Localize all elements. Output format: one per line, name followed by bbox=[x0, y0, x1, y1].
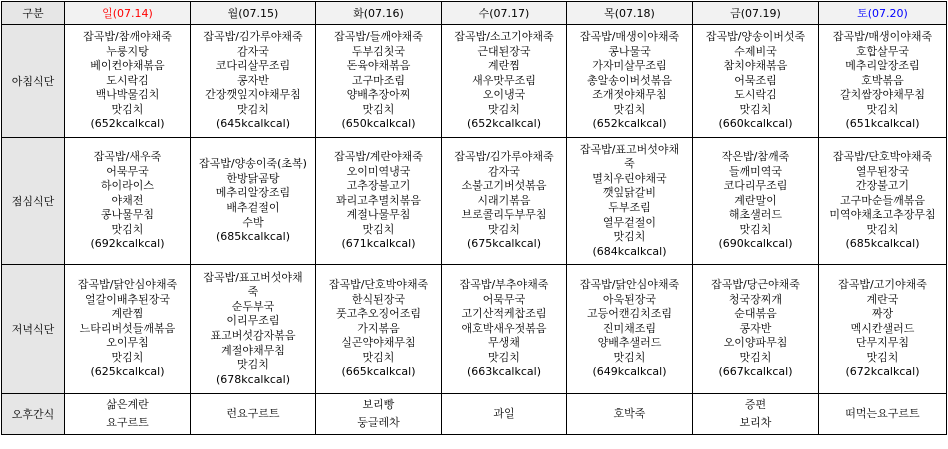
menu-item: 잡곡밥/계란야채죽 bbox=[334, 149, 423, 163]
menu-item: 증편 bbox=[744, 398, 767, 411]
menu-item: 시래기볶음 bbox=[477, 193, 531, 207]
meal-row bbox=[2, 394, 947, 435]
menu-item: 삶은계란 bbox=[106, 398, 149, 411]
menu-cell bbox=[442, 394, 567, 435]
menu-item: 오이냉국 bbox=[482, 88, 526, 102]
menu-item: 진미채조림 bbox=[602, 321, 657, 335]
menu-item: 보리차 bbox=[739, 416, 772, 429]
menu-item: 맛김치 bbox=[237, 102, 269, 116]
menu-item: 양배추샐러드 bbox=[597, 336, 662, 350]
menu-cell bbox=[567, 265, 693, 394]
menu-cell bbox=[567, 25, 693, 138]
menu-item: 코다리무조림 bbox=[723, 179, 788, 193]
menu-item: 감자국 bbox=[237, 44, 269, 58]
menu-cell bbox=[819, 394, 947, 435]
menu-item: 어묵무국 bbox=[482, 292, 526, 306]
day-header: 화(07.16) bbox=[316, 2, 442, 25]
menu-item: 백나박물김치 bbox=[95, 88, 160, 102]
menu-item: 맛김치 bbox=[613, 230, 646, 244]
menu-item: 한방닭곰탕 bbox=[226, 171, 280, 185]
menu-item: 멕시칸샐러드 bbox=[850, 321, 915, 335]
menu-item: 잡곡밥/고기야채죽 bbox=[838, 277, 927, 291]
menu-item: 조개젓야채무침 bbox=[592, 88, 667, 102]
menu-cell bbox=[191, 265, 316, 394]
meal-row bbox=[2, 138, 947, 265]
menu-item: 도시락김 bbox=[106, 73, 149, 87]
menu-item: 잡곡밥/닭안심야채죽 bbox=[77, 277, 178, 291]
menu-item: 누룽지탕 bbox=[106, 44, 149, 58]
menu-item: 계란찜 bbox=[488, 59, 520, 73]
menu-item: 맛김치 bbox=[739, 350, 772, 364]
menu-item: 고추장불고기 bbox=[346, 179, 411, 193]
menu-item: 어묵무국 bbox=[106, 164, 149, 178]
menu-item: 잡곡밥/매생이야채죽 bbox=[832, 29, 933, 43]
menu-item: 총알송이버섯볶음 bbox=[586, 73, 672, 87]
menu-item: 맛김치 bbox=[111, 222, 144, 236]
menu-item: 고구마순들깨볶음 bbox=[839, 193, 925, 207]
menu-item: (650kcalkcal) bbox=[341, 117, 416, 131]
menu-item: 감자국 bbox=[488, 164, 520, 178]
menu-item: 죽 bbox=[247, 285, 259, 299]
menu-item: 잡곡밥/표고버섯야채 bbox=[203, 270, 303, 284]
day-header: 토(07.20) bbox=[819, 2, 947, 25]
menu-cell bbox=[567, 138, 693, 265]
menu-item: 가자미살무조림 bbox=[592, 59, 667, 73]
menu-cell bbox=[693, 265, 819, 394]
meal-label: 아침식단 bbox=[2, 25, 65, 138]
menu-cell bbox=[819, 265, 947, 394]
menu-item: 잡곡밥/부추야채죽 bbox=[459, 277, 549, 291]
menu-item: 맛김치 bbox=[111, 350, 144, 364]
day-header: 수(07.17) bbox=[442, 2, 567, 25]
menu-cell bbox=[191, 25, 316, 138]
menu-item: 들깨미역국 bbox=[728, 164, 783, 178]
menu-item: 가지볶음 bbox=[357, 321, 400, 335]
menu-item: 수박 bbox=[242, 215, 264, 229]
menu-item: 죽 bbox=[624, 157, 635, 171]
menu-item: 호박볶음 bbox=[861, 73, 904, 87]
meal-label: 오후간식 bbox=[2, 394, 65, 435]
menu-item: 계절나물무침 bbox=[346, 208, 411, 222]
menu-item: 잡곡밥/양송이죽(초복) bbox=[199, 157, 307, 171]
corner-label: 구분 bbox=[2, 2, 65, 25]
menu-item: 맛김치 bbox=[866, 222, 899, 236]
menu-item: 잡곡밥/매생이야채죽 bbox=[579, 29, 680, 43]
menu-cell bbox=[65, 265, 191, 394]
menu-item: 고구마조림 bbox=[351, 73, 406, 87]
menu-item: 간장깻잎지야채무침 bbox=[205, 88, 301, 102]
menu-item: 두부조림 bbox=[608, 201, 651, 214]
menu-item: 계절야채무침 bbox=[221, 343, 285, 357]
menu-item: 메추리알장조림 bbox=[845, 59, 920, 73]
menu-item: (665kcalkcal) bbox=[341, 365, 416, 379]
menu-item: 맛김치 bbox=[739, 102, 772, 116]
menu-cell bbox=[693, 138, 819, 265]
menu-item: 맛김치 bbox=[237, 358, 269, 372]
menu-item: 해초샐러드 bbox=[728, 208, 783, 222]
menu-item: 떠먹는요구르트 bbox=[845, 407, 920, 420]
menu-item: 베이컨야채볶음 bbox=[90, 59, 165, 73]
menu-item: (625kcalkcal) bbox=[90, 365, 165, 379]
menu-item: 계란찜 bbox=[111, 307, 144, 321]
menu-item: 고등어캔김치조림 bbox=[586, 307, 672, 321]
menu-item: (678kcalkcal) bbox=[215, 372, 290, 386]
menu-item: (663kcalkcal) bbox=[466, 365, 541, 379]
menu-item: 콩자반 bbox=[237, 73, 269, 87]
menu-item: 짜장 bbox=[871, 307, 894, 321]
day-header: 일(07.14) bbox=[65, 2, 191, 25]
menu-cell bbox=[567, 394, 693, 435]
menu-item: 근대된장국 bbox=[477, 44, 531, 58]
menu-item: (652kcalkcal) bbox=[592, 117, 667, 131]
menu-item: 얼갈이배추된장국 bbox=[84, 292, 170, 306]
menu-cell bbox=[693, 394, 819, 435]
menu-cell bbox=[819, 25, 947, 138]
menu-item: 맛김치 bbox=[362, 102, 395, 116]
menu-item: 고기산적케찹조림 bbox=[461, 307, 547, 321]
menu-item: 호박죽 bbox=[613, 407, 646, 420]
menu-cell bbox=[65, 25, 191, 138]
menu-item: 과일 bbox=[493, 407, 515, 420]
menu-item: 간장불고기 bbox=[855, 179, 910, 193]
menu-item: (684kcalkcal) bbox=[592, 244, 667, 258]
menu-item: 잡곡밥/김가루야채죽 bbox=[203, 29, 303, 43]
menu-item: 배추겉절이 bbox=[226, 201, 280, 214]
menu-item: 잡곡밥/닭안심야채죽 bbox=[579, 277, 680, 291]
menu-item: 실곤약야채무침 bbox=[341, 336, 416, 350]
day-header: 목(07.18) bbox=[567, 2, 693, 25]
menu-item: 계란국 bbox=[866, 292, 899, 306]
menu-item: (671kcalkcal) bbox=[341, 237, 416, 251]
menu-item: (692kcalkcal) bbox=[90, 237, 165, 251]
menu-item: 깻잎닭갈비 bbox=[602, 186, 657, 200]
menu-cell bbox=[819, 138, 947, 265]
menu-item: (651kcalkcal) bbox=[845, 117, 920, 131]
menu-item: 소불고기버섯볶음 bbox=[461, 179, 547, 193]
menu-cell bbox=[316, 25, 442, 138]
menu-item: 풋고추오징어조림 bbox=[335, 307, 421, 321]
menu-item: (652kcalkcal) bbox=[466, 117, 541, 131]
menu-item: 맛김치 bbox=[613, 102, 646, 116]
menu-item: 잡곡밥/참깨야채죽 bbox=[83, 29, 172, 43]
menu-item: 둥글레차 bbox=[357, 416, 400, 429]
menu-item: (690kcalkcal) bbox=[718, 237, 793, 251]
menu-cell bbox=[316, 394, 442, 435]
menu-cell bbox=[442, 138, 567, 265]
menu-item: 맛김치 bbox=[488, 222, 520, 236]
menu-item: 수제비국 bbox=[734, 44, 777, 58]
meal-row bbox=[2, 265, 947, 394]
menu-cell bbox=[316, 265, 442, 394]
menu-item: (660kcalkcal) bbox=[718, 117, 793, 131]
menu-item: 야채전 bbox=[111, 193, 144, 207]
menu-item: 콩자반 bbox=[739, 321, 772, 335]
menu-item: 콩나물국 bbox=[608, 44, 651, 58]
menu-item: 잡곡밥/당근야채죽 bbox=[711, 277, 800, 291]
menu-item: 한식된장국 bbox=[351, 292, 406, 306]
meal-row bbox=[2, 25, 947, 138]
meal-label: 저녁식단 bbox=[2, 265, 65, 394]
menu-item: 잡곡밥/새우죽 bbox=[93, 149, 162, 163]
menu-item: 잡곡밥/표고버섯야채 bbox=[579, 142, 680, 156]
menu-item: 잡곡밥/양송이버섯죽 bbox=[705, 29, 806, 43]
menu-item: (649kcalkcal) bbox=[592, 365, 667, 379]
menu-cell bbox=[442, 25, 567, 138]
menu-item: (685kcalkcal) bbox=[215, 230, 290, 244]
menu-item: 표고버섯감자볶음 bbox=[210, 329, 296, 342]
menu-item: 열무된장국 bbox=[855, 164, 910, 178]
menu-item: 새우맛무조림 bbox=[472, 73, 536, 87]
menu-item: 맛김치 bbox=[488, 102, 520, 116]
menu-item: 도시락김 bbox=[734, 88, 777, 102]
menu-item: 잡곡밥/소고기야채죽 bbox=[454, 29, 554, 43]
menu-item: 맛김치 bbox=[111, 102, 144, 116]
menu-item: 느타리버섯들깨볶음 bbox=[79, 321, 176, 335]
menu-item: (652kcalkcal) bbox=[90, 117, 165, 131]
day-header: 월(07.15) bbox=[191, 2, 316, 25]
menu-cell bbox=[442, 265, 567, 394]
menu-item: 이리무조림 bbox=[226, 314, 280, 328]
menu-item: 갈치쌈장야채무침 bbox=[839, 88, 925, 102]
day-header: 금(07.19) bbox=[693, 2, 819, 25]
menu-item: 콩나물무침 bbox=[100, 208, 155, 222]
menu-item: (672kcalkcal) bbox=[845, 365, 920, 379]
menu-cell bbox=[191, 138, 316, 265]
menu-item: 순두부국 bbox=[231, 299, 275, 313]
menu-item: 순대볶음 bbox=[734, 307, 777, 321]
menu-item: 아욱된장국 bbox=[602, 292, 657, 306]
menu-item: 맛김치 bbox=[866, 350, 899, 364]
menu-item: 잡곡밥/단호박야채죽 bbox=[328, 277, 429, 291]
menu-item: 맛김치 bbox=[362, 350, 395, 364]
menu-item: 메추리알장조림 bbox=[215, 186, 291, 200]
menu-item: 어묵조림 bbox=[734, 73, 777, 87]
menu-item: 코다리살무조림 bbox=[215, 59, 291, 73]
menu-item: (667kcalkcal) bbox=[718, 365, 793, 379]
menu-item: 작은밥/참깨죽 bbox=[721, 149, 790, 163]
menu-item: 청국장찌개 bbox=[728, 292, 783, 306]
menu-item: 오이양파무침 bbox=[723, 336, 788, 350]
weekly-menu-table bbox=[1, 1, 947, 435]
menu-item: 멸치우린야채국 bbox=[592, 171, 667, 185]
menu-item: 돈육야채볶음 bbox=[346, 59, 411, 73]
menu-item: 두부김칫국 bbox=[351, 44, 406, 58]
menu-item: 잡곡밥/들깨야채죽 bbox=[334, 29, 423, 43]
menu-item: 맛김치 bbox=[488, 350, 520, 364]
menu-item: 애호박새우젓볶음 bbox=[461, 321, 547, 335]
menu-item: 맛김치 bbox=[866, 102, 899, 116]
menu-item: 런요구르트 bbox=[226, 407, 280, 420]
menu-item: 맛김치 bbox=[362, 222, 395, 236]
menu-item: 잡곡밥/단호박야채죽 bbox=[832, 149, 933, 163]
menu-item: 꽈리고추멸치볶음 bbox=[335, 193, 421, 207]
menu-item: (685kcalkcal) bbox=[845, 237, 920, 251]
menu-cell bbox=[316, 138, 442, 265]
menu-item: 잡곡밥/김가루야채죽 bbox=[454, 149, 554, 163]
menu-item: (675kcalkcal) bbox=[466, 237, 541, 251]
menu-item: 맛김치 bbox=[739, 222, 772, 236]
menu-cell bbox=[191, 394, 316, 435]
menu-item: 보리빵 bbox=[362, 398, 395, 411]
menu-item: 오이무침 bbox=[106, 336, 149, 350]
header-row bbox=[2, 2, 947, 25]
menu-item: 맛김치 bbox=[613, 350, 646, 364]
menu-cell bbox=[693, 25, 819, 138]
meal-label: 점심식단 bbox=[2, 138, 65, 265]
menu-item: 요구르트 bbox=[106, 416, 149, 429]
menu-item: 브로콜리두부무침 bbox=[461, 208, 547, 222]
menu-item: 열무겉절이 bbox=[602, 215, 657, 229]
menu-item: (645kcalkcal) bbox=[215, 117, 290, 131]
menu-item: 무생채 bbox=[488, 336, 520, 350]
menu-item: 미역야채초고추장무침 bbox=[829, 208, 936, 222]
menu-item: 호합살무국 bbox=[855, 44, 910, 58]
menu-item: 하이라이스 bbox=[100, 179, 155, 193]
menu-item: 오이미역냉국 bbox=[346, 164, 411, 178]
menu-item: 양배추장아찌 bbox=[346, 88, 411, 102]
menu-item: 단무지무침 bbox=[855, 336, 910, 350]
menu-item: 계란말이 bbox=[734, 193, 777, 207]
menu-item: 참치야채볶음 bbox=[723, 59, 788, 73]
menu-cell bbox=[65, 138, 191, 265]
menu-cell bbox=[65, 394, 191, 435]
